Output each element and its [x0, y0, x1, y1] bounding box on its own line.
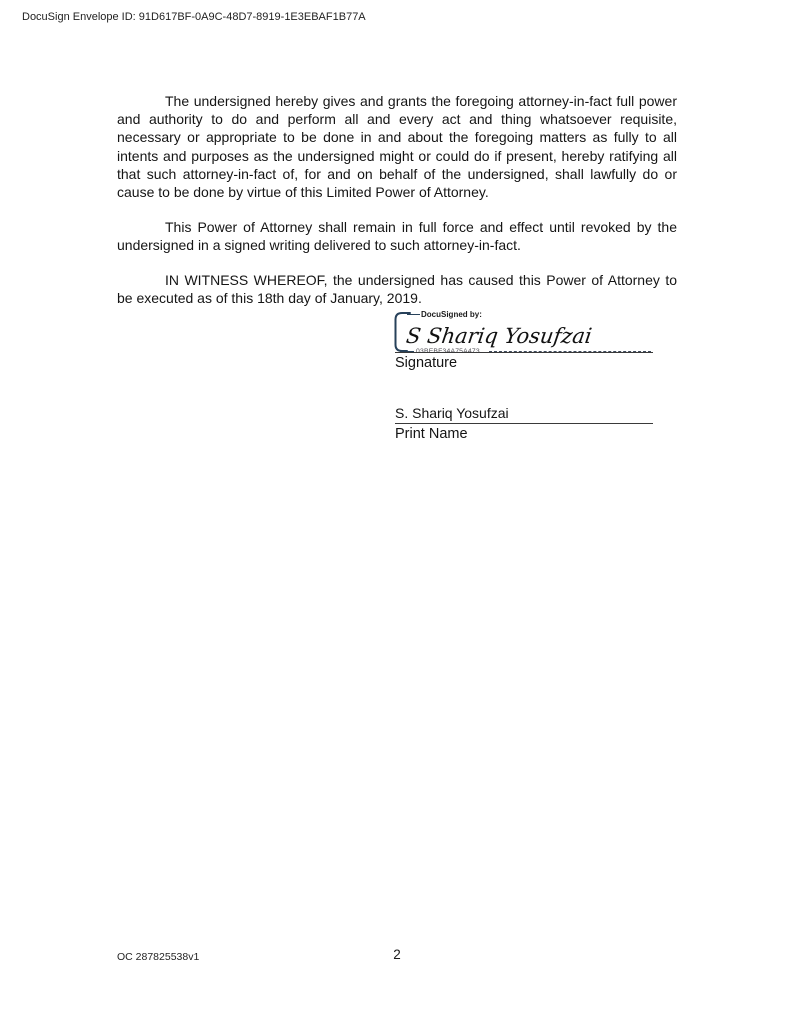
signature-id: 03BEBF34A75A473... — [416, 348, 487, 355]
signature-handwriting — [405, 317, 645, 351]
paragraph-revocation: This Power of Attorney shall remain in full force and effect until revoked by the undersigned in a signed writing delivered to such attorney-in-fact. — [117, 218, 677, 253]
docusigned-by-label: DocuSigned by: — [421, 310, 482, 319]
print-name-value: S. Shariq Yosufzai — [395, 405, 653, 424]
document-body — [117, 92, 677, 324]
document-number: OC 287825538v1 — [117, 951, 200, 963]
signature-block — [395, 310, 653, 442]
docusign-stamp — [395, 310, 653, 355]
paragraph-grant-of-authority: The undersigned hereby gives and grants the foregoing attorney-in-fact full power and authority to do and perform all and every act and thing whatsoever requisite, necessary or appropriate to be done in and about the foregoing matters as fully to all intents and purposes as the undersigned might or could do if present, hereby ratifying all that such attorney-in-fact of, for and on behalf of the undersigned, shall lawfully do or cause to be done by virtue of this Limited Power of Attorney. — [117, 93, 677, 201]
print-name-group — [395, 405, 653, 442]
signature-label: Signature — [395, 355, 458, 371]
envelope-id-label: DocuSign Envelope ID: 91D617BF-0A9C-48D7-8919-1E3EBAF1B77A — [22, 11, 366, 23]
print-name-label: Print Name — [395, 426, 468, 442]
page-number: 2 — [393, 947, 401, 962]
paragraph-witness: IN WITNESS WHEREOF, the undersigned has caused this Power of Attorney to be executed as of this 18th day of January, 2019. — [117, 271, 677, 306]
signature-script-text: S Shariq Yosufzai — [404, 323, 594, 348]
signature-line — [395, 352, 653, 353]
